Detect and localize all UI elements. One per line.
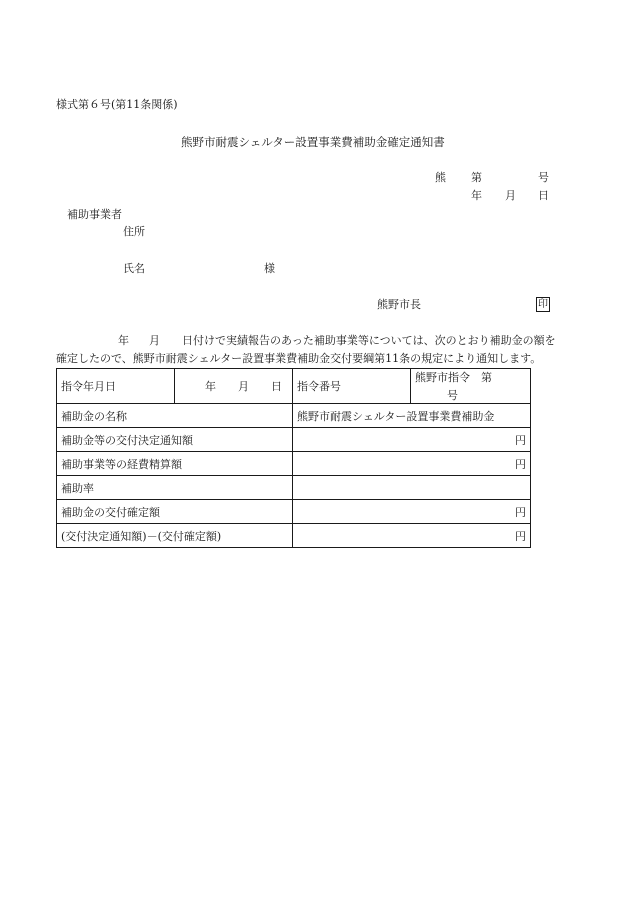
row-label: 補助金等の交付決定通知額 <box>57 428 293 452</box>
row-unit: 円 <box>293 500 531 524</box>
issuer-title: 熊野市長 <box>377 298 421 311</box>
date-month: 月 <box>505 189 516 202</box>
body-line1: 日付けで実績報告のあった補助事業等については、次のとおり補助金の額を <box>182 334 556 347</box>
row-label: (交付決定通知額)－(交付確定額) <box>57 524 293 548</box>
form-number: 様式第６号(第11条関係) <box>56 98 178 111</box>
order-number-label: 指令番号 <box>293 369 411 404</box>
doc-ref-prefix: 熊 <box>435 171 446 184</box>
order-month: 月 <box>238 380 249 393</box>
row-unit: 円 <box>293 428 531 452</box>
date-day: 日 <box>538 189 549 202</box>
row-unit: 円 <box>293 452 531 476</box>
row-label: 補助金の交付確定額 <box>57 500 293 524</box>
address-label: 住所 <box>123 225 145 238</box>
document-title: 熊野市耐震シェルター設置事業費補助金確定通知書 <box>181 135 445 149</box>
body-year: 年 <box>118 334 129 347</box>
row-unit: 円 <box>293 524 531 548</box>
order-number-line2: 号 <box>447 389 458 402</box>
order-year: 年 <box>205 380 216 393</box>
order-date-value <box>175 369 293 404</box>
honorific: 様 <box>264 262 275 275</box>
seal-mark: 印 <box>538 299 548 310</box>
order-number-value <box>411 369 531 404</box>
table-row <box>57 500 531 524</box>
row-unit <box>293 476 531 500</box>
doc-ref-go: 号 <box>538 171 549 184</box>
row-label: 補助率 <box>57 476 293 500</box>
row-label: 補助金の名称 <box>57 404 293 428</box>
table-row <box>57 428 531 452</box>
doc-ref-dai: 第 <box>471 171 482 184</box>
table-row <box>57 476 531 500</box>
table-row <box>57 369 531 404</box>
body-month: 月 <box>149 334 160 347</box>
table-row <box>57 452 531 476</box>
summary-table <box>56 368 531 548</box>
order-date-label: 指令年月日 <box>57 369 175 404</box>
table-row <box>57 404 531 428</box>
row-label: 補助事業等の経費精算額 <box>57 452 293 476</box>
recipient-heading: 補助事業者 <box>67 208 122 221</box>
seal-box <box>536 297 550 312</box>
body-line2: 確定したので、熊野市耐震シェルター設置事業費補助金交付要綱第11条の規定により通知します。 <box>56 352 542 365</box>
order-number-line1: 熊野市指令 第 <box>415 371 492 384</box>
date-year: 年 <box>471 189 482 202</box>
row-value: 熊野市耐震シェルター設置事業費補助金 <box>293 404 531 428</box>
table-row <box>57 524 531 548</box>
order-day: 日 <box>271 380 282 393</box>
name-label: 氏名 <box>123 262 145 275</box>
